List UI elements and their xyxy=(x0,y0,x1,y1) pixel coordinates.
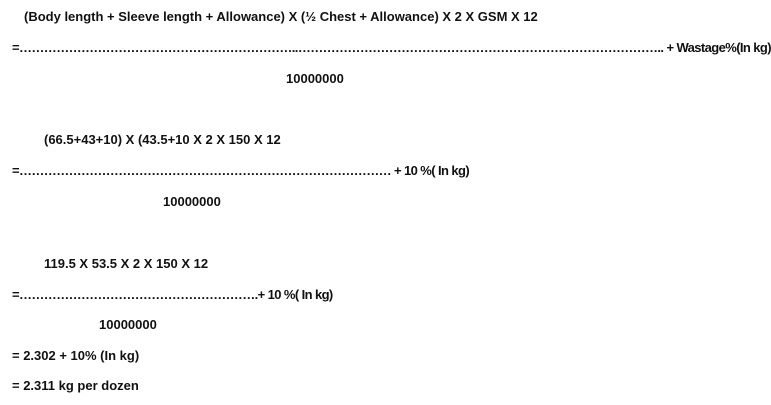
general-formula-fraction-line: =…………………………………………………………..…………………………………………………………………………….. + Wastage%(In kg) xyxy=(12,40,771,55)
general-formula-numerator: (Body length + Sleeve length + Allowance) X (½ Chest + Allowance) X 2 X GSM X 12 xyxy=(24,9,538,24)
step2-denominator: 10000000 xyxy=(99,317,157,332)
step2-numerator: 119.5 X 53.5 X 2 X 150 X 12 xyxy=(44,256,209,271)
step2-fraction-line: =………………………………………………….+ 10 %( In kg) xyxy=(12,287,333,302)
final-result: = 2.311 kg per dozen xyxy=(12,378,139,393)
general-formula-denominator: 10000000 xyxy=(286,71,344,86)
intermediate-result: = 2.302 + 10% (In kg) xyxy=(12,348,140,363)
step1-denominator: 10000000 xyxy=(163,194,221,209)
step1-fraction-line: =……………………………………………………………………………… + 10 %( In kg) xyxy=(12,163,470,178)
step1-numerator: (66.5+43+10) X (43.5+10 X 2 X 150 X 12 xyxy=(44,132,281,147)
